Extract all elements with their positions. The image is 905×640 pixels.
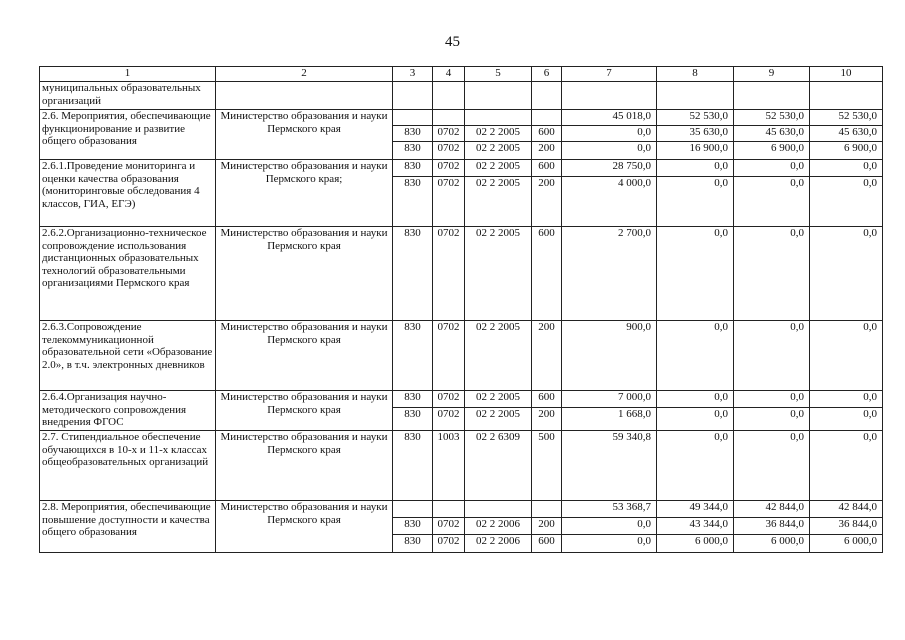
row-description: 2.6. Мероприятия, обеспечивающие функционирование и развитие общего образования — [40, 110, 216, 160]
code-cell: 830 — [393, 535, 433, 553]
amount-cell: 59 340,8 — [562, 431, 657, 501]
amount-cell: 0,0 — [810, 160, 883, 177]
amount-cell: 42 844,0 — [810, 501, 883, 518]
code-cell: 0702 — [433, 142, 465, 160]
amount-cell: 6 900,0 — [810, 142, 883, 160]
amount-cell: 0,0 — [734, 391, 810, 408]
col-header: 8 — [657, 67, 734, 82]
row-ministry: Министерство образования и науки Пермского края — [216, 391, 393, 431]
code-cell: 0702 — [433, 535, 465, 553]
row-description: 2.7. Стипендиальное обеспечение обучающихся в 10-х и 11-х классах общеобразовательных организаций — [40, 431, 216, 501]
row-ministry: Министерство образования и науки Пермского края — [216, 321, 393, 391]
col-header: 3 — [393, 67, 433, 82]
table-row — [40, 110, 883, 126]
code-cell: 600 — [532, 126, 562, 142]
code-cell: 0702 — [433, 126, 465, 142]
amount-cell: 0,0 — [810, 431, 883, 501]
amount-cell: 0,0 — [734, 177, 810, 227]
col-header: 6 — [532, 67, 562, 82]
amount-cell: 0,0 — [810, 321, 883, 391]
amount-cell: 52 530,0 — [657, 110, 734, 126]
amount-cell: 16 900,0 — [657, 142, 734, 160]
amount-cell: 6 000,0 — [810, 535, 883, 553]
code-cell: 200 — [532, 518, 562, 535]
amount-cell: 0,0 — [734, 321, 810, 391]
code-cell: 600 — [532, 535, 562, 553]
amount-cell: 0,0 — [734, 227, 810, 321]
code-cell: 830 — [393, 160, 433, 177]
code-cell: 830 — [393, 227, 433, 321]
code-cell: 830 — [393, 321, 433, 391]
amount-cell: 0,0 — [562, 535, 657, 553]
amount-cell: 45 630,0 — [734, 126, 810, 142]
col-header: 9 — [734, 67, 810, 82]
amount-cell: 0,0 — [657, 391, 734, 408]
amount-cell: 28 750,0 — [562, 160, 657, 177]
amount-cell: 0,0 — [810, 408, 883, 431]
amount-cell: 1 668,0 — [562, 408, 657, 431]
row-description: муниципальных образовательных организаций — [40, 82, 216, 110]
table-row — [40, 391, 883, 408]
amount-cell: 52 530,0 — [734, 110, 810, 126]
code-cell: 0702 — [433, 177, 465, 227]
table-row — [40, 82, 883, 110]
code-cell: 830 — [393, 431, 433, 501]
code-cell: 0702 — [433, 321, 465, 391]
amount-cell: 0,0 — [657, 431, 734, 501]
row-ministry: Министерство образования и науки Пермского края; — [216, 160, 393, 227]
amount-cell: 49 344,0 — [657, 501, 734, 518]
table-row — [40, 321, 883, 391]
col-header: 10 — [810, 67, 883, 82]
row-ministry: Министерство образования и науки Пермского края — [216, 110, 393, 160]
code-cell: 0702 — [433, 408, 465, 431]
page-number: 45 — [445, 34, 460, 50]
code-cell: 02 2 2005 — [465, 391, 532, 408]
amount-cell: 0,0 — [562, 126, 657, 142]
amount-cell: 53 368,7 — [562, 501, 657, 518]
code-cell: 200 — [532, 177, 562, 227]
code-cell: 02 2 2005 — [465, 227, 532, 321]
code-cell: 200 — [532, 408, 562, 431]
amount-cell: 35 630,0 — [657, 126, 734, 142]
amount-cell: 0,0 — [810, 391, 883, 408]
code-cell: 0702 — [433, 160, 465, 177]
amount-cell: 6 000,0 — [657, 535, 734, 553]
code-cell: 830 — [393, 126, 433, 142]
amount-cell: 52 530,0 — [810, 110, 883, 126]
amount-cell: 0,0 — [657, 160, 734, 177]
amount-cell: 0,0 — [562, 518, 657, 535]
row-ministry: Министерство образования и науки Пермского края — [216, 227, 393, 321]
row-description: 2.6.3.Сопровождение телекоммуникационной образовательной сети «Образование 2.0», в т.ч. электронных дневников — [40, 321, 216, 391]
amount-cell: 2 700,0 — [562, 227, 657, 321]
amount-cell: 0,0 — [657, 177, 734, 227]
code-cell: 200 — [532, 321, 562, 391]
code-cell: 02 2 2005 — [465, 321, 532, 391]
col-header: 7 — [562, 67, 657, 82]
amount-cell: 42 844,0 — [734, 501, 810, 518]
code-cell: 02 2 6309 — [465, 431, 532, 501]
row-description: 2.6.1.Проведение мониторинга и оценки качества образования (мониторинговые обследования 4 классов, ГИА, ЕГЭ) — [40, 160, 216, 227]
amount-cell: 45 630,0 — [810, 126, 883, 142]
amount-cell: 7 000,0 — [562, 391, 657, 408]
col-header: 1 — [40, 67, 216, 82]
amount-cell: 6 900,0 — [734, 142, 810, 160]
header-row — [40, 67, 883, 82]
amount-cell: 43 344,0 — [657, 518, 734, 535]
code-cell: 02 2 2006 — [465, 535, 532, 553]
code-cell: 200 — [532, 142, 562, 160]
table-row — [40, 160, 883, 177]
row-description: 2.8. Мероприятия, обеспечивающие повышение доступности и качества общего образования — [40, 501, 216, 553]
row-ministry: Министерство образования и науки Пермского края — [216, 431, 393, 501]
amount-cell: 4 000,0 — [562, 177, 657, 227]
budget-table — [39, 66, 883, 553]
code-cell: 830 — [393, 391, 433, 408]
row-ministry: Министерство образования и науки Пермского края — [216, 501, 393, 553]
amount-cell: 0,0 — [810, 227, 883, 321]
code-cell: 600 — [532, 160, 562, 177]
amount-cell: 0,0 — [734, 408, 810, 431]
code-cell: 830 — [393, 408, 433, 431]
code-cell: 02 2 2005 — [465, 126, 532, 142]
amount-cell: 6 000,0 — [734, 535, 810, 553]
code-cell: 500 — [532, 431, 562, 501]
row-description: 2.6.4.Организация научно-методического сопровождения внедрения ФГОС — [40, 391, 216, 431]
code-cell: 0702 — [433, 518, 465, 535]
code-cell: 02 2 2005 — [465, 177, 532, 227]
code-cell: 830 — [393, 518, 433, 535]
code-cell: 830 — [393, 177, 433, 227]
code-cell: 02 2 2006 — [465, 518, 532, 535]
code-cell: 600 — [532, 227, 562, 321]
table-row — [40, 501, 883, 518]
amount-cell: 0,0 — [734, 431, 810, 501]
amount-cell: 0,0 — [734, 160, 810, 177]
table-row — [40, 431, 883, 501]
code-cell: 600 — [532, 391, 562, 408]
col-header: 5 — [465, 67, 532, 82]
amount-cell: 36 844,0 — [734, 518, 810, 535]
code-cell: 0702 — [433, 227, 465, 321]
amount-cell: 0,0 — [657, 227, 734, 321]
code-cell: 02 2 2005 — [465, 142, 532, 160]
amount-cell: 0,0 — [562, 142, 657, 160]
row-description: 2.6.2.Организационно-техническое сопровождение использования дистанционных образовательных технологий образовательными организациями Пермского края — [40, 227, 216, 321]
col-header: 4 — [433, 67, 465, 82]
amount-cell: 0,0 — [810, 177, 883, 227]
col-header: 2 — [216, 67, 393, 82]
amount-cell: 45 018,0 — [562, 110, 657, 126]
code-cell: 02 2 2005 — [465, 160, 532, 177]
amount-cell: 900,0 — [562, 321, 657, 391]
table-row — [40, 227, 883, 321]
amount-cell: 36 844,0 — [810, 518, 883, 535]
amount-cell: 0,0 — [657, 408, 734, 431]
code-cell: 1003 — [433, 431, 465, 501]
amount-cell: 0,0 — [657, 321, 734, 391]
code-cell: 02 2 2005 — [465, 408, 532, 431]
code-cell: 0702 — [433, 391, 465, 408]
code-cell: 830 — [393, 142, 433, 160]
